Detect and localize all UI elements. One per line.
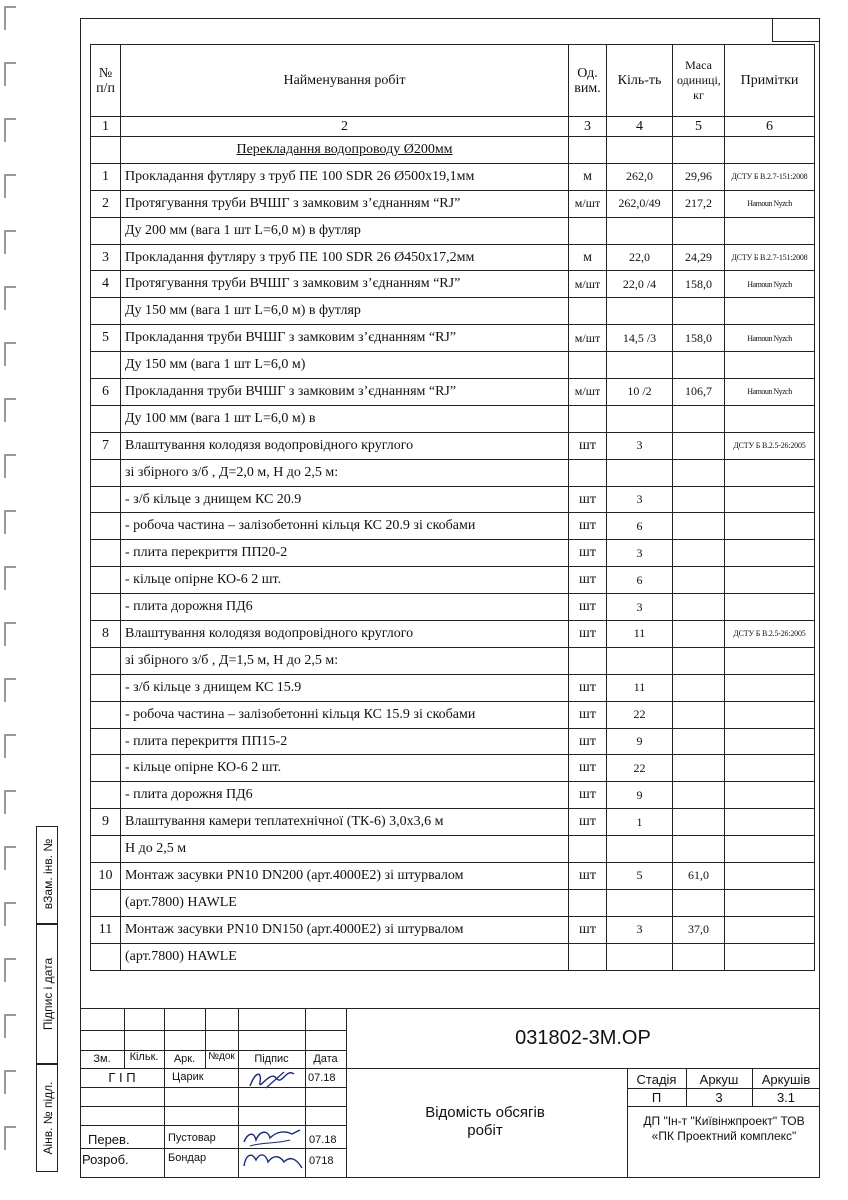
item-name: Протягування труби ВЧШГ з замковим з’єднанням “RJ”	[121, 271, 569, 298]
item-quantity: 3	[607, 432, 673, 459]
item-note	[725, 352, 815, 379]
column-number: 2	[121, 117, 569, 137]
item-name: Прокладання труби ВЧШГ з замковим з’єднанням “RJ”	[121, 325, 569, 352]
item-quantity: 6	[607, 567, 673, 594]
item-unit: шт	[569, 513, 607, 540]
item-name: Ду 150 мм (вага 1 шт L=6,0 м) в футляр	[121, 298, 569, 325]
item-unit	[569, 352, 607, 379]
item-name: Н до 2,5 м	[121, 836, 569, 863]
item-unit: м/шт	[569, 271, 607, 298]
document-code: 031802-3М.ОР	[515, 1027, 651, 1049]
table-row	[91, 701, 815, 728]
table-row	[91, 567, 815, 594]
item-note: ДСТУ Б В.2.7-151:2008	[725, 163, 815, 190]
item-quantity: 11	[607, 674, 673, 701]
item-note	[725, 647, 815, 674]
item-quantity	[607, 647, 673, 674]
table-row	[91, 782, 815, 809]
item-name: - кільце опірне КО-6 2 шт.	[121, 567, 569, 594]
item-number: 3	[91, 244, 121, 271]
item-note	[725, 863, 815, 890]
stamp-col-sheet: Арк.	[173, 1053, 196, 1065]
item-name: Влаштування колодязя водопровідного круглого	[121, 432, 569, 459]
item-name: - плита перекриття ПП20-2	[121, 540, 569, 567]
item-quantity: 262,0	[607, 163, 673, 190]
item-name: Влаштування камери теплатехнічної (ТК-6) 3,0х3,6 м	[121, 809, 569, 836]
item-note	[725, 217, 815, 244]
item-note	[725, 809, 815, 836]
item-unit: шт	[569, 809, 607, 836]
item-mass	[673, 352, 725, 379]
item-unit: шт	[569, 540, 607, 567]
table-row	[91, 352, 815, 379]
item-name: - плита перекриття ПП15-2	[121, 728, 569, 755]
checked-label: Перев.	[88, 1132, 130, 1147]
table-row	[91, 943, 815, 970]
item-note: ДСТУ Б В.2.5-26:2005	[725, 432, 815, 459]
item-name: - з/б кільце з днищем КС 20.9	[121, 486, 569, 513]
item-number	[91, 352, 121, 379]
stamp-col-count: Кільк.	[129, 1051, 159, 1063]
item-mass	[673, 298, 725, 325]
stage-value: П	[651, 1090, 662, 1105]
item-name: Прокладання труби ВЧШГ з замковим з’єднанням “RJ”	[121, 379, 569, 406]
item-note	[725, 889, 815, 916]
item-mass	[673, 728, 725, 755]
item-mass: 158,0	[673, 325, 725, 352]
item-quantity	[607, 943, 673, 970]
header-mass: Маса одиниці, кг	[673, 45, 725, 117]
item-number: 7	[91, 432, 121, 459]
item-name: - плита дорожня ПД6	[121, 782, 569, 809]
item-number	[91, 567, 121, 594]
column-number: 1	[91, 117, 121, 137]
table-header-row	[91, 45, 815, 117]
item-name: - плита дорожня ПД6	[121, 594, 569, 621]
table-row	[91, 755, 815, 782]
item-name: зі збірного з/б , Д=2,0 м, Н до 2,5 м:	[121, 459, 569, 486]
item-note	[725, 701, 815, 728]
checked-date: 07.18	[309, 1134, 337, 1146]
item-quantity	[607, 889, 673, 916]
item-number	[91, 755, 121, 782]
item-name: - з/б кільце з днищем КС 15.9	[121, 674, 569, 701]
stage-label: Стадія	[636, 1072, 677, 1087]
signature-gip	[246, 1066, 302, 1092]
item-note	[725, 486, 815, 513]
table-row	[91, 728, 815, 755]
table-row	[91, 163, 815, 190]
table-row	[91, 621, 815, 648]
item-unit: шт	[569, 674, 607, 701]
item-note	[725, 298, 815, 325]
item-mass	[673, 782, 725, 809]
item-number	[91, 594, 121, 621]
item-number: 1	[91, 163, 121, 190]
item-note: Hamoun Nyzch	[725, 379, 815, 406]
item-note	[725, 916, 815, 943]
table-row	[91, 271, 815, 298]
item-unit: шт	[569, 701, 607, 728]
item-unit: шт	[569, 432, 607, 459]
item-mass: 24,29	[673, 244, 725, 271]
item-mass	[673, 432, 725, 459]
item-mass	[673, 513, 725, 540]
item-mass	[673, 540, 725, 567]
item-number: 8	[91, 621, 121, 648]
signature-checked	[240, 1126, 304, 1150]
item-unit: шт	[569, 863, 607, 890]
table-row	[91, 889, 815, 916]
item-mass	[673, 701, 725, 728]
item-name: Прокладання футляру з труб ПЕ 100 SDR 26 Ø450х17,2мм	[121, 244, 569, 271]
corner-box	[772, 18, 820, 42]
header-unit: Од. вим.	[569, 45, 607, 117]
item-unit	[569, 647, 607, 674]
item-name: (арт.7800) HAWLE	[121, 943, 569, 970]
item-note	[725, 567, 815, 594]
item-name: Монтаж засувки PN10 DN200 (арт.4000E2) зі штурвалом	[121, 863, 569, 890]
item-quantity	[607, 459, 673, 486]
table-row	[91, 325, 815, 352]
item-unit: шт	[569, 567, 607, 594]
developed-name: Бондар	[168, 1152, 207, 1164]
item-number	[91, 943, 121, 970]
item-quantity: 10 /2	[607, 379, 673, 406]
item-note	[725, 782, 815, 809]
item-unit	[569, 836, 607, 863]
item-quantity: 9	[607, 782, 673, 809]
binder-marks	[0, 0, 30, 1200]
developed-label: Розроб.	[82, 1152, 129, 1167]
column-number: 4	[607, 117, 673, 137]
item-number	[91, 701, 121, 728]
item-note	[725, 836, 815, 863]
sheet-value: 3	[715, 1090, 723, 1105]
item-note: ДСТУ Б В.2.5-26:2005	[725, 621, 815, 648]
item-mass	[673, 567, 725, 594]
item-note	[725, 405, 815, 432]
item-unit	[569, 298, 607, 325]
item-quantity: 9	[607, 728, 673, 755]
item-quantity: 22,0	[607, 244, 673, 271]
table-row	[91, 674, 815, 701]
column-number: 3	[569, 117, 607, 137]
item-unit: шт	[569, 728, 607, 755]
item-name: Прокладання футляру з труб ПЕ 100 SDR 26 Ø500х19,1мм	[121, 163, 569, 190]
item-quantity: 1	[607, 809, 673, 836]
item-unit: шт	[569, 755, 607, 782]
item-unit: м/шт	[569, 379, 607, 406]
item-quantity	[607, 836, 673, 863]
table-row	[91, 809, 815, 836]
item-quantity	[607, 405, 673, 432]
item-note	[725, 594, 815, 621]
developed-date: 0718	[309, 1155, 334, 1167]
table-row	[91, 405, 815, 432]
item-mass	[673, 809, 725, 836]
item-number	[91, 674, 121, 701]
item-mass	[673, 217, 725, 244]
item-name: Влаштування колодязя водопровідного круглого	[121, 621, 569, 648]
gip-name: Царик	[172, 1071, 204, 1083]
item-mass: 217,2	[673, 190, 725, 217]
table-row	[91, 836, 815, 863]
item-mass	[673, 486, 725, 513]
item-mass: 61,0	[673, 863, 725, 890]
gip-label: Г І П	[108, 1070, 136, 1085]
item-unit	[569, 889, 607, 916]
item-unit: шт	[569, 594, 607, 621]
item-unit: шт	[569, 621, 607, 648]
sheets-value: 3.1	[776, 1090, 796, 1105]
side-label-inv-orig: Аінв. № підл.	[41, 1081, 55, 1155]
item-mass: 158,0	[673, 271, 725, 298]
table-row	[91, 540, 815, 567]
item-unit: шт	[569, 916, 607, 943]
item-number: 5	[91, 325, 121, 352]
item-number: 11	[91, 916, 121, 943]
stamp-col-signature: Підпис	[254, 1053, 289, 1065]
side-box-inv-replace	[36, 826, 58, 924]
side-box-inv-orig	[36, 1064, 58, 1172]
item-quantity: 14,5 /3	[607, 325, 673, 352]
item-quantity: 262,0/49	[607, 190, 673, 217]
side-label-sign-date: Підпис і дата	[41, 957, 55, 1031]
header-name: Найменування робіт	[121, 45, 569, 117]
item-mass	[673, 647, 725, 674]
item-note	[725, 755, 815, 782]
signature-developed	[240, 1148, 306, 1174]
item-unit	[569, 943, 607, 970]
item-number	[91, 836, 121, 863]
column-number: 6	[725, 117, 815, 137]
item-number	[91, 728, 121, 755]
table-row	[91, 863, 815, 890]
stamp-col-date: Дата	[313, 1053, 338, 1065]
item-number	[91, 405, 121, 432]
item-number	[91, 540, 121, 567]
table-row	[91, 916, 815, 943]
table-row	[91, 298, 815, 325]
item-name: - робоча частина – залізобетонні кільця КС 20.9 зі скобами	[121, 513, 569, 540]
table-row	[91, 513, 815, 540]
item-number: 4	[91, 271, 121, 298]
item-number	[91, 298, 121, 325]
gip-date: 07.18	[308, 1072, 336, 1084]
item-number: 2	[91, 190, 121, 217]
item-number	[91, 486, 121, 513]
item-quantity: 6	[607, 513, 673, 540]
item-number	[91, 782, 121, 809]
table-row	[91, 190, 815, 217]
item-number	[91, 513, 121, 540]
table-row	[91, 379, 815, 406]
item-mass	[673, 836, 725, 863]
item-mass	[673, 674, 725, 701]
table-row	[91, 217, 815, 244]
document-title: Відомість обсягів робіт	[425, 1104, 545, 1139]
item-name: Протягування труби ВЧШГ з замковим з’єднанням “RJ”	[121, 190, 569, 217]
column-number-row	[91, 117, 815, 137]
item-note	[725, 943, 815, 970]
table-row	[91, 244, 815, 271]
organization: ДП "Ін-т "Київінжпроект" ТОВ «ПК Проектний комплекс"	[643, 1114, 805, 1143]
works-table	[90, 44, 815, 971]
item-quantity: 3	[607, 540, 673, 567]
column-number: 5	[673, 117, 725, 137]
section-title: Перекладання водопроводу Ø200мм	[121, 137, 569, 164]
header-notes: Примітки	[725, 45, 815, 117]
item-unit: м	[569, 244, 607, 271]
item-quantity: 5	[607, 863, 673, 890]
item-mass: 29,96	[673, 163, 725, 190]
item-quantity: 22	[607, 701, 673, 728]
item-quantity: 3	[607, 594, 673, 621]
stamp-col-change: Зм.	[93, 1053, 111, 1065]
item-mass	[673, 889, 725, 916]
header-qty: Кіль-ть	[607, 45, 673, 117]
table-row	[91, 486, 815, 513]
item-unit: м/шт	[569, 190, 607, 217]
item-note	[725, 513, 815, 540]
item-name: - робоча частина – залізобетонні кільця КС 15.9 зі скобами	[121, 701, 569, 728]
item-note: Hamoun Nyzch	[725, 271, 815, 298]
table-row	[91, 647, 815, 674]
table-row	[91, 459, 815, 486]
stamp-col-doc: №док	[208, 1051, 235, 1062]
item-quantity: 22,0 /4	[607, 271, 673, 298]
item-number	[91, 459, 121, 486]
item-number	[91, 217, 121, 244]
item-mass: 106,7	[673, 379, 725, 406]
item-quantity: 22	[607, 755, 673, 782]
section-row	[91, 137, 815, 164]
item-mass	[673, 755, 725, 782]
item-unit: м/шт	[569, 325, 607, 352]
item-quantity	[607, 352, 673, 379]
item-number	[91, 647, 121, 674]
item-quantity: 11	[607, 621, 673, 648]
item-quantity	[607, 298, 673, 325]
item-unit: шт	[569, 782, 607, 809]
item-note	[725, 459, 815, 486]
item-number: 10	[91, 863, 121, 890]
side-label-inv-replace: вЗам. інв. №	[41, 838, 55, 910]
item-name: Ду 200 мм (вага 1 шт L=6,0 м) в футляр	[121, 217, 569, 244]
item-number: 9	[91, 809, 121, 836]
item-name: Ду 100 мм (вага 1 шт L=6,0 м) в	[121, 405, 569, 432]
item-quantity: 3	[607, 486, 673, 513]
item-mass	[673, 459, 725, 486]
item-note: ДСТУ Б В.2.7-151:2008	[725, 244, 815, 271]
item-mass	[673, 594, 725, 621]
table-row	[91, 594, 815, 621]
item-note	[725, 540, 815, 567]
item-number: 6	[91, 379, 121, 406]
side-box-sign-date	[36, 924, 58, 1064]
sheet-label: Аркуш	[699, 1072, 739, 1087]
item-note	[725, 728, 815, 755]
item-note	[725, 674, 815, 701]
table-row	[91, 432, 815, 459]
item-unit: шт	[569, 486, 607, 513]
sheets-label: Аркушів	[761, 1072, 811, 1087]
item-unit	[569, 217, 607, 244]
item-name: - кільце опірне КО-6 2 шт.	[121, 755, 569, 782]
item-name: зі збірного з/б , Д=1,5 м, Н до 2,5 м:	[121, 647, 569, 674]
item-unit	[569, 459, 607, 486]
checked-name: Пустовар	[168, 1132, 216, 1144]
item-mass	[673, 621, 725, 648]
item-note: Hamoun Nyzch	[725, 325, 815, 352]
item-mass	[673, 943, 725, 970]
item-quantity: 3	[607, 916, 673, 943]
item-number	[91, 889, 121, 916]
item-name: Монтаж засувки PN10 DN150 (арт.4000E2) зі штурвалом	[121, 916, 569, 943]
header-number: № п/п	[91, 45, 121, 117]
item-mass: 37,0	[673, 916, 725, 943]
item-note: Hamoun Nyzch	[725, 190, 815, 217]
item-unit: м	[569, 163, 607, 190]
item-quantity	[607, 217, 673, 244]
item-name: (арт.7800) HAWLE	[121, 889, 569, 916]
item-unit	[569, 405, 607, 432]
item-mass	[673, 405, 725, 432]
item-name: Ду 150 мм (вага 1 шт L=6,0 м)	[121, 352, 569, 379]
